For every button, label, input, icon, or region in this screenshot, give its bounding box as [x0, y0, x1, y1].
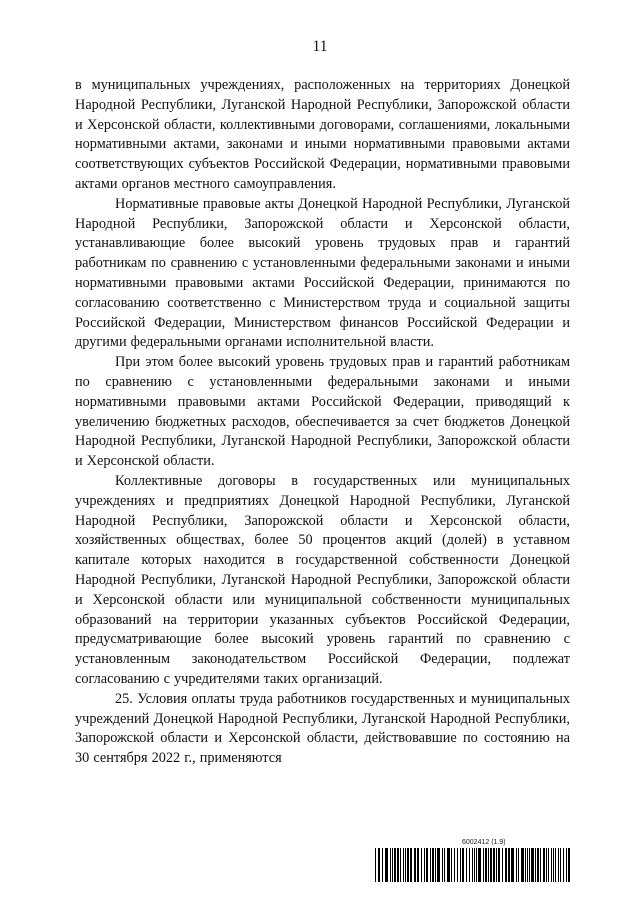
document-code: 6002412 (1.9) [462, 839, 506, 846]
page-number: 11 [312, 38, 328, 55]
paragraph-collective-agreements: Коллективные договоры в государственных или муниципальных учреждениях и предприятиях Донецкой Народной Республики, Луганской Народной Республики, Запорожской области и Херсонской области, хозяйственных обществах, более 50 процентов акций (долей) в уставном капитале которых находится в государственной собственности Донецкой Народной Республики, Луганской Народной Республики, Запорожской области и Херсонской области или муниципальной собственности муниципальных образований на территории указанных субъектов Российской Федерации, предусматривающие более высокий уровень гарантий по сравнению с установленным законодательством Российской Федерации, подлежат согласованию с учредителями таких организаций. [75, 472, 570, 687]
paragraph-normative-acts: Нормативные правовые акты Донецкой Народной Республики, Луганской Народной Республики, Запорожской области и Херсонской области, устанавливающие более высокий уровень трудовых прав и гарантий работникам по сравнению с установленными федеральными законами и иными нормативными правовыми актами Российской Федерации, принимаются по согласованию соответственно с Министерством труда и социальной защиты Российской Федерации, Министерством финансов Российской Федерации и другими федеральными органами исполнительной власти. [75, 195, 570, 351]
paragraph-item-25: 25. Условия оплаты труда работников государственных и муниципальных учреждений Донецкой Народной Республики, Луганской Народной Республики, Запорожской области и Херсонской области, действовавшие по состоянию на 30 сентября 2022 г., применяются [75, 690, 570, 767]
body-text [75, 76, 570, 769]
paragraph-continuation: в муниципальных учреждениях, расположенных на территориях Донецкой Народной Республики, Луганской Народной Республики, Запорожской области и Херсонской области, коллективными договорами, соглашениями, локальными нормативными актами, законами и иными нормативными правовыми актами соответствующих субъектов Российской Федерации, нормативными правовыми актами органов местного самоуправления. [75, 77, 570, 192]
paragraph-budget-expenses: При этом более высокий уровень трудовых прав и гарантий работникам по сравнению с установленными федеральными законами и иными нормативными правовыми актами Российской Федерации, приводящий к увеличению бюджетных расходов, обеспечивается за счет бюджетов Донецкой Народной Республики, Луганской Народной Республики, Запорожской области и Херсонской области. [75, 354, 570, 470]
barcode-icon [375, 848, 571, 882]
